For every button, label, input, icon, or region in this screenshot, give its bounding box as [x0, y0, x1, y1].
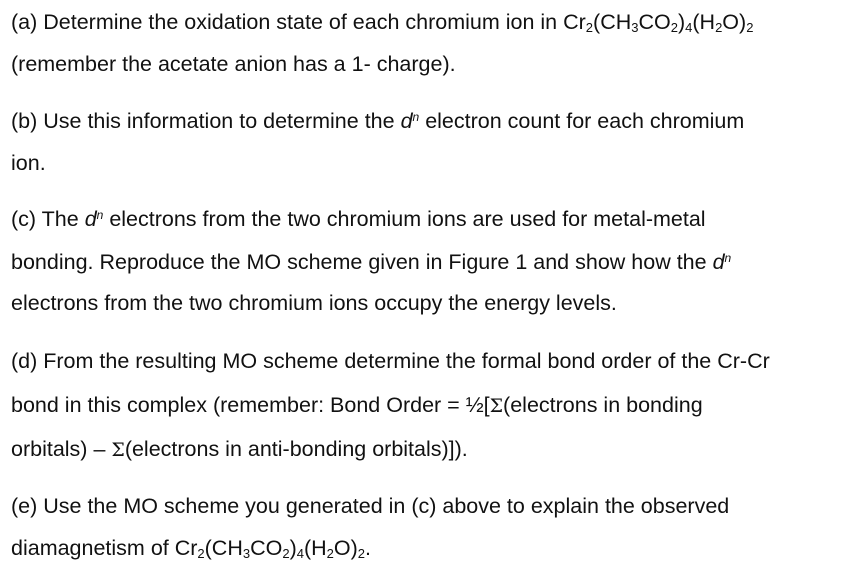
- question-c-text: (c) The: [11, 207, 85, 231]
- question-b-text-cont: electron count for each chromium: [419, 109, 745, 133]
- formula-part: (H: [692, 10, 716, 34]
- n-superscript: n: [724, 251, 732, 265]
- question-c-text: bonding. Reproduce the MO scheme given in Figure 1 and show how the: [11, 250, 713, 274]
- formula-subscript: 2: [715, 20, 723, 35]
- question-b-line-1: [11, 108, 744, 137]
- question-a-line-2: (remember the acetate anion has a 1- charge).: [11, 52, 456, 76]
- question-d-line-1: (d) From the resulting MO scheme determine the formal bond order of the Cr-Cr: [11, 349, 770, 373]
- formula-subscript: 4: [296, 546, 304, 561]
- question-c-line-1: [11, 206, 706, 235]
- formula-part: ): [677, 10, 686, 34]
- question-d-text: orbitals) –: [11, 437, 112, 461]
- question-b-text: (b) Use this information to determine the: [11, 109, 401, 133]
- formula-subscript: 2: [746, 20, 754, 35]
- question-d-text-cont: (electrons in anti-bonding orbitals)]).: [124, 437, 468, 461]
- formula-subscript: 2: [282, 546, 290, 561]
- formula-part: O): [722, 10, 747, 34]
- question-c-text-cont: electrons from the two chromium ions are used for metal-metal: [103, 207, 706, 231]
- formula-part: ): [289, 536, 297, 560]
- n-superscript: n: [96, 208, 104, 222]
- formula-subscript: 2: [197, 546, 205, 561]
- formula-subscript: 4: [685, 20, 693, 35]
- formula-part: (CH: [593, 10, 632, 34]
- formula-part: .: [365, 536, 372, 560]
- formula-part: (H: [303, 536, 327, 560]
- d-symbol: d: [84, 207, 97, 231]
- question-c-line-2: [11, 249, 731, 278]
- sigma-symbol: Σ: [111, 439, 125, 461]
- d-symbol: d: [400, 109, 413, 133]
- formula-subscript: 2: [670, 20, 678, 35]
- formula-part: CO: [250, 536, 283, 560]
- question-a-line-1: [11, 9, 753, 38]
- sigma-symbol: Σ: [489, 395, 504, 417]
- formula-part: O): [333, 536, 358, 560]
- question-d-line-2: [11, 392, 703, 419]
- question-e-text: diamagnetism of Cr: [11, 536, 198, 560]
- question-d-text: bond in this complex (remember: Bond Order = ½[: [11, 393, 490, 417]
- formula-part: CO: [638, 10, 671, 34]
- question-e-line-1: (e) Use the MO scheme you generated in (c) above to explain the observed: [11, 494, 730, 518]
- question-d-line-3: [11, 436, 468, 463]
- formula-part: (CH: [204, 536, 243, 560]
- formula-subscript: 2: [326, 546, 334, 561]
- formula-subscript: 3: [242, 546, 251, 561]
- question-e-line-2: [11, 535, 371, 564]
- question-c-line-3: electrons from the two chromium ions occupy the energy levels.: [11, 291, 617, 315]
- n-superscript: n: [412, 110, 420, 124]
- formula-subscript: 3: [631, 20, 639, 35]
- d-symbol: d: [712, 250, 725, 274]
- question-a-text: (a) Determine the oxidation state of each chromium ion in Cr: [11, 10, 586, 34]
- formula-subscript: 2: [585, 20, 594, 35]
- formula-subscript: 2: [357, 546, 366, 561]
- question-d-text-cont: (electrons in bonding: [503, 393, 703, 417]
- question-b-line-2: ion.: [11, 151, 46, 175]
